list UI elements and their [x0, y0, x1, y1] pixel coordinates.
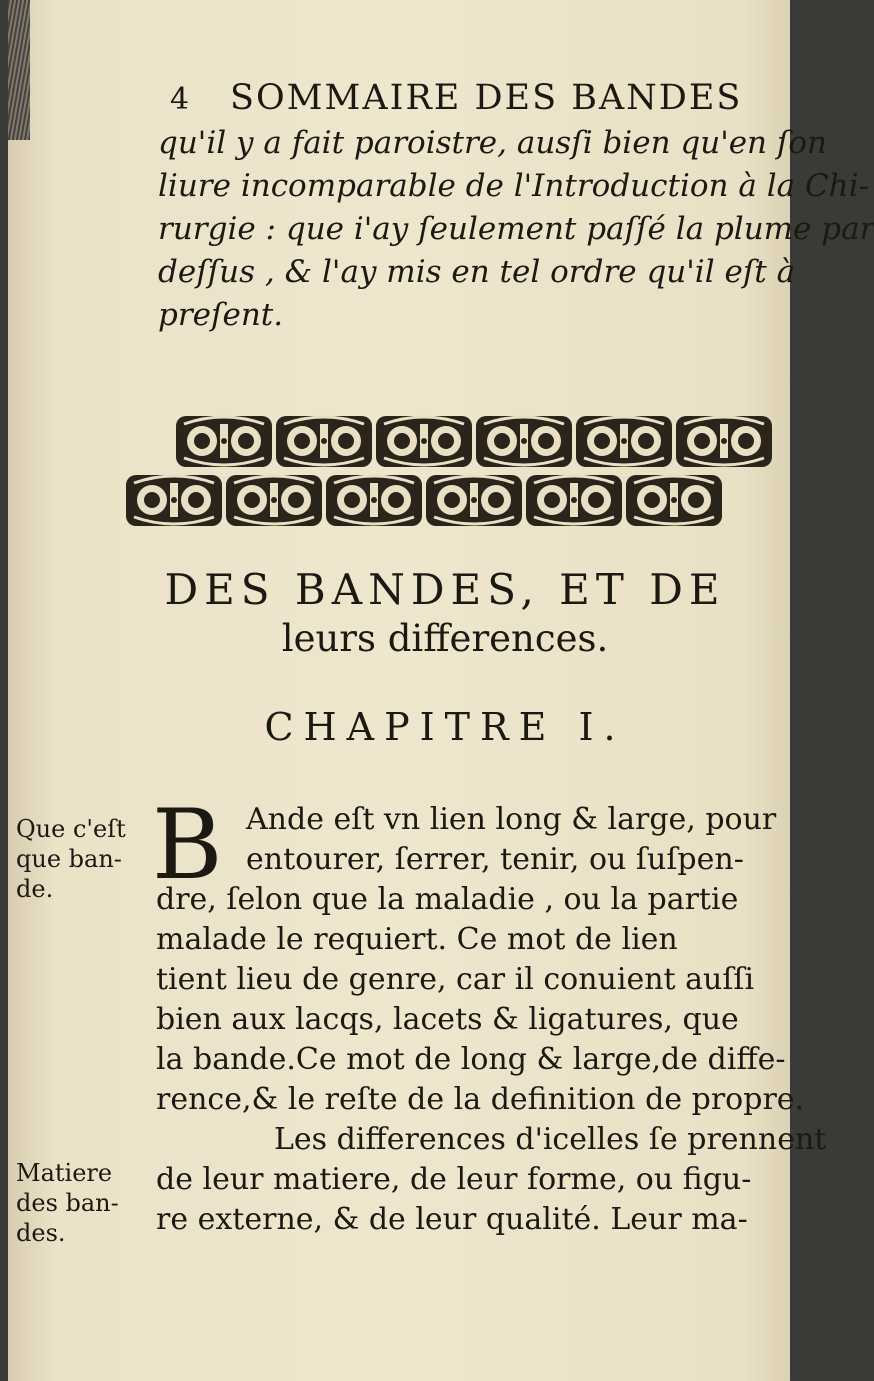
intro-line: deſſus , & l'ay mis en tel ordre qu'il eſt à: [158, 254, 796, 290]
body-line: malade le requiert. Ce mot de lien: [156, 922, 678, 957]
section-title-line2: leurs differences.: [281, 617, 609, 660]
book-page: [8, 0, 874, 1381]
margin-note-definition: [16, 814, 156, 904]
margin-note-line: des ban-: [16, 1189, 119, 1217]
section-title-line1: DES BANDES, ET DE: [164, 565, 726, 614]
section-title: [108, 565, 782, 663]
page-number: 4: [170, 82, 190, 117]
body-line: de leur matiere, de leur forme, ou figu-: [156, 1162, 752, 1197]
body-line: tient lieu de genre, car il conuient auſſi: [156, 962, 755, 997]
intro-paragraph: [158, 122, 874, 337]
body-text: [152, 789, 827, 1240]
body-line: la bande.Ce mot de long & large,de diffe-: [156, 1042, 786, 1077]
drop-cap: B: [152, 789, 223, 901]
margin-note-material: [16, 1158, 156, 1248]
intro-line: preſent.: [158, 297, 284, 333]
margin-note-line: de.: [16, 875, 54, 903]
running-title: SOMMAIRE DES BANDES: [230, 78, 743, 118]
page-header: [158, 78, 758, 124]
margin-note-line: que ban-: [16, 845, 122, 873]
intro-line: rurgie : que i'ay ſeulement paſſé la plume par: [158, 211, 874, 247]
chapter-title: CHAPITRE I.: [264, 705, 626, 749]
page-edge-shadow: [8, 0, 30, 140]
margin-note-line: Que c'eſt: [16, 815, 126, 843]
body-line: dre, ſelon que la maladie , ou la partie: [156, 882, 739, 917]
intro-line: qu'il y a fait paroistre, ausſi bien qu'en ſon: [158, 125, 827, 161]
body-line: entourer, ſerrer, tenir, ou ſuſpen-: [246, 842, 744, 877]
margin-note-line: des.: [16, 1219, 66, 1247]
body-line: rence,& le reſte de la definition de propre.: [156, 1082, 805, 1117]
body-line: Les differences d'icelles ſe prennent: [274, 1122, 827, 1157]
intro-line: liure incomparable de l'Introduction à la Chi-: [158, 168, 870, 204]
margin-note-line: Matiere: [16, 1159, 113, 1187]
ornament-icon: [174, 412, 774, 530]
body-line: Ande eſt vn lien long & large, pour: [246, 802, 777, 837]
body-line: bien aux lacqs, lacets & ligatures, que: [156, 1002, 739, 1037]
body-line: re externe, & de leur qualité. Leur ma-: [156, 1202, 748, 1237]
